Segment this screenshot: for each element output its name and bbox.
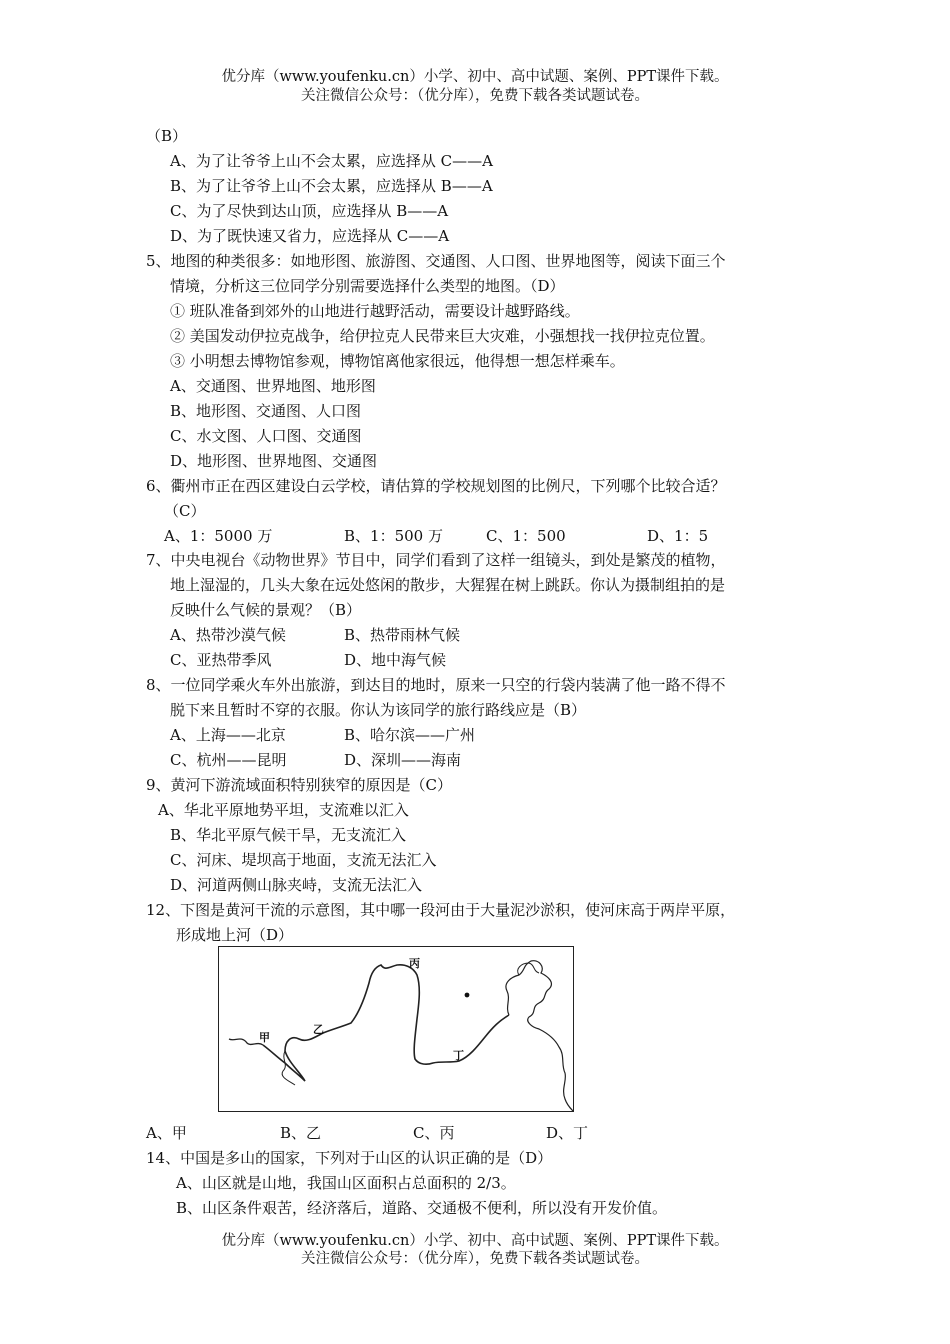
q6-stem-line-2: （C）: [164, 502, 206, 520]
q8-option-d: D、深圳——海南: [344, 751, 462, 769]
q5-option-c: C、水文图、人口图、交通图: [170, 427, 362, 445]
q5-option-a: A、交通图、世界地图、地形图: [170, 377, 376, 395]
q6-option-d: D、1：5: [647, 527, 709, 545]
q14-option-a: A、山区就是山地，我国山区面积占总面积的 2/3。: [176, 1174, 516, 1192]
q6-option-b: B、1：500 万: [344, 527, 443, 545]
q6-option-a: A、1：5000 万: [164, 527, 273, 545]
q8-stem-line-2: 脱下来且暂时不穿的衣服。你认为该同学的旅行路线应是（B）: [170, 701, 587, 719]
city-dot: [465, 993, 470, 998]
q7-option-a: A、热带沙漠气候: [170, 626, 286, 644]
q7-option-b: B、热带雨林气候: [344, 626, 461, 644]
q9-option-b: B、华北平原气候干旱，无支流汇入: [170, 826, 407, 844]
q7-option-c: C、亚热带季风: [170, 651, 272, 669]
map-label-yi: 乙: [313, 1023, 324, 1036]
q7-stem-line-2: 地上湿湿的，几头大象在远处悠闲的散步，大猩猩在树上跳跃。你认为摄制组拍的是: [170, 576, 726, 594]
q4-answer: （B）: [146, 127, 188, 145]
q9-stem: 9、黄河下游流域面积特别狭窄的原因是（C）: [146, 776, 453, 794]
map-label-jia: 甲: [259, 1031, 270, 1044]
yellow-river-map: [218, 946, 574, 1112]
header-line-1: 优分库（www.youfenku.cn）小学、初中、高中试题、案例、PPT课件下载。: [221, 69, 729, 85]
q5-scenario-3: ③ 小明想去博物馆参观，博物馆离他家很远，他得想一想怎样乘车。: [170, 352, 625, 370]
q12-stem-line-2: 形成地上河（D）: [176, 926, 294, 944]
yellow-river-sketch: [219, 947, 573, 1111]
q14-option-b: B、山区条件艰苦，经济落后，道路、交通极不便利，所以没有开发价值。: [176, 1199, 668, 1217]
q9-option-c: C、河床、堤坝高于地面，支流无法汇入: [170, 851, 437, 869]
footer-line-1: 优分库（www.youfenku.cn）小学、初中、高中试题、案例、PPT课件下载。: [221, 1233, 729, 1249]
map-label-bing: 丙: [409, 957, 420, 970]
q9-option-a: A、华北平原地势平坦，支流难以汇入: [158, 801, 409, 819]
q7-stem-line-3: 反映什么气候的景观？（B）: [170, 601, 362, 619]
header-line-2: 关注微信公众号：（优分库），免费下载各类试题试卷。: [301, 88, 649, 104]
q4-option-a: A、为了让爷爷上山不会太累，应选择从 C——A: [170, 152, 493, 170]
q6-stem-line-1: 6、衢州市正在西区建设白云学校，请估算的学校规划图的比例尺，下列哪个比较合适？: [146, 477, 726, 495]
q5-stem-line-1: 5、地图的种类很多：如地形图、旅游图、交通图、人口图、世界地图等，阅读下面三个: [146, 252, 726, 270]
q4-option-b: B、为了让爷爷上山不会太累，应选择从 B——A: [170, 177, 493, 195]
q12-option-d: D、丁: [546, 1124, 589, 1142]
q5-stem-line-2: 情境，分析这三位同学分别需要选择什么类型的地图。（D）: [170, 277, 565, 295]
tributary-wiggle: [282, 1051, 295, 1085]
q8-option-c: C、杭州——昆明: [170, 751, 287, 769]
q6-option-c: C、1：500: [486, 527, 566, 545]
q5-option-b: B、地形图、交通图、人口图: [170, 402, 362, 420]
q5-scenario-1: ① 班队准备到郊外的山地进行越野活动，需要设计越野路线。: [170, 302, 580, 320]
q14-stem: 14、中国是多山的国家，下列对于山区的认识正确的是（D）: [146, 1149, 553, 1167]
q12-option-c: C、丙: [413, 1124, 455, 1142]
q8-stem-line-1: 8、一位同学乘火车外出旅游，到达目的地时，原来一只空的行袋内装满了他一路不得不: [146, 676, 726, 694]
river-upper-course: [229, 1039, 263, 1045]
map-label-ding: 丁: [453, 1049, 464, 1062]
river-main-course: [263, 965, 509, 1081]
q4-option-c: C、为了尽快到达山顶，应选择从 B——A: [170, 202, 449, 220]
footer-line-2: 关注微信公众号：（优分库），免费下载各类试题试卷。: [301, 1251, 649, 1267]
q12-option-b: B、乙: [280, 1124, 322, 1142]
q5-option-d: D、地形图、世界地图、交通图: [170, 452, 378, 470]
q12-option-a: A、甲: [146, 1124, 187, 1142]
q7-option-d: D、地中海气候: [344, 651, 447, 669]
q12-stem-line-1: 12、下图是黄河干流的示意图，其中哪一段河由于大量泥沙淤积，使河床高于两岸平原，: [146, 901, 736, 919]
q9-option-d: D、河道两侧山脉夹峙，支流无法汇入: [170, 876, 423, 894]
coastline: [506, 961, 573, 1111]
q4-option-d: D、为了既快速又省力，应选择从 C——A: [170, 227, 450, 245]
q8-option-b: B、哈尔滨——广州: [344, 726, 476, 744]
q8-option-a: A、上海——北京: [170, 726, 286, 744]
q5-scenario-2: ② 美国发动伊拉克战争，给伊拉克人民带来巨大灾难，小强想找一找伊拉克位置。: [170, 327, 715, 345]
q7-stem-line-1: 7、中央电视台《动物世界》节目中，同学们看到了这样一组镜头，到处是繁茂的植物，: [146, 551, 726, 569]
